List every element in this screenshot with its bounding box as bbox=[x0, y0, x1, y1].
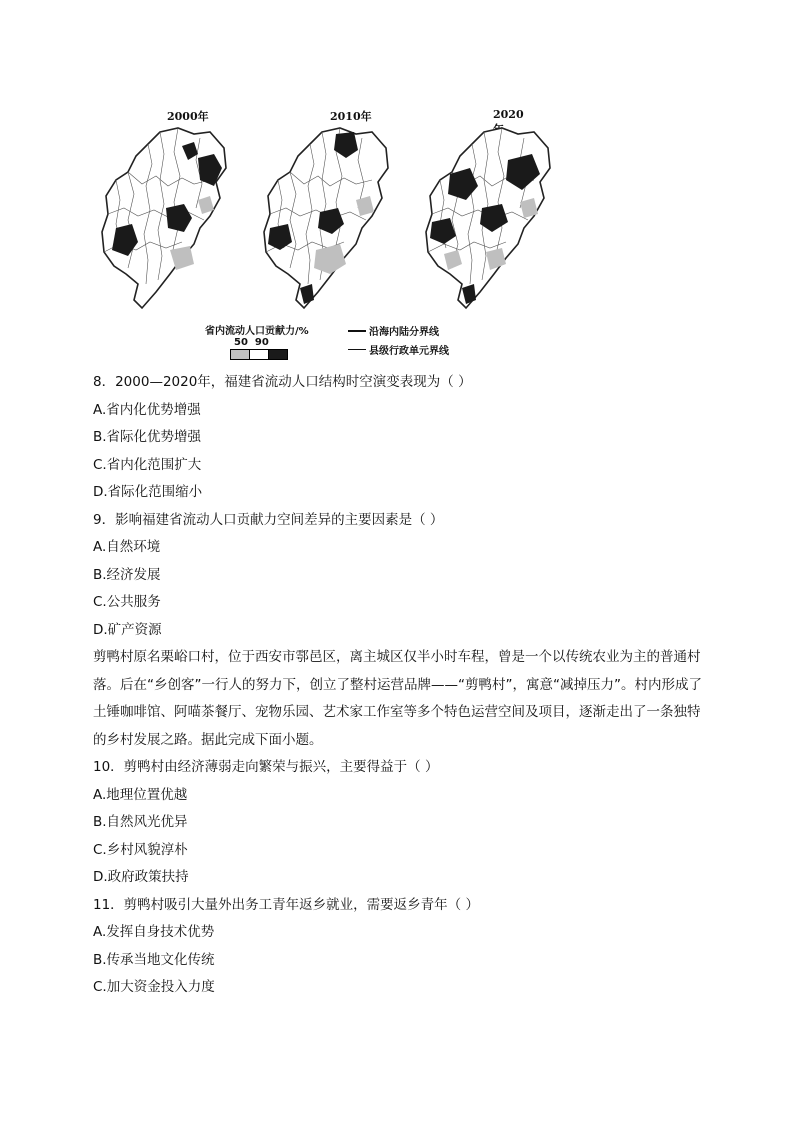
q10-option-a: A.地理位置优越 bbox=[93, 786, 188, 803]
legend-coastal-label: 沿海内陆分界线 bbox=[369, 327, 439, 338]
q8-option-d: D.省际化范围缩小 bbox=[93, 484, 203, 500]
map-figure bbox=[90, 108, 524, 370]
q8-stem: 8．2000—2020年，福建省流动人口结构时空演变表现为（ ） bbox=[93, 374, 472, 390]
map-2010 bbox=[260, 124, 390, 312]
q10-option-b: B.自然风光优异 bbox=[93, 814, 188, 830]
q9-option-c: C.公共服务 bbox=[93, 594, 161, 610]
map-title-2010: 2010年 bbox=[330, 110, 372, 123]
q11-stem: 11．剪鸭村吸引大量外出务工青年返乡就业，需要返乡青年（ ） bbox=[93, 896, 479, 913]
q11-option-b: B.传承当地文化传统 bbox=[93, 951, 215, 968]
legend-swatch-low bbox=[231, 350, 249, 359]
q9-option-b: B.经济发展 bbox=[93, 566, 161, 583]
thin-line-swatch bbox=[348, 349, 366, 350]
q10-option-c: C.乡村风貌淳朴 bbox=[93, 841, 188, 858]
map-2000 bbox=[98, 124, 228, 312]
legend-swatch-mid bbox=[249, 350, 269, 359]
thick-line-swatch bbox=[348, 330, 366, 332]
legend-title: 省内流动人口贡献力/% bbox=[205, 326, 309, 337]
q10-stem: 10．剪鸭村由经济薄弱走向繁荣与振兴，主要得益于（ ） bbox=[93, 759, 439, 775]
legend-color-bar bbox=[230, 349, 288, 360]
legend-swatch-high bbox=[269, 350, 287, 359]
map-title-2020: 2020 bbox=[493, 108, 524, 121]
q8-option-a: A.省内化优势增强 bbox=[93, 401, 201, 418]
legend-coastal-line bbox=[348, 323, 439, 338]
q9-stem: 9．影响福建省流动人口贡献力空间差异的主要因素是（ ） bbox=[93, 511, 444, 528]
legend-county-line bbox=[348, 342, 449, 357]
legend-county-label: 县级行政单元界线 bbox=[369, 346, 449, 357]
q11-option-c: C.加大资金投入力度 bbox=[93, 979, 215, 995]
q8-option-c: C.省内化范围扩大 bbox=[93, 456, 202, 473]
q11-option-a: A.发挥自身技术优势 bbox=[93, 924, 215, 940]
reading-passage: 剪鸭村原名栗峪口村，位于西安市鄠邑区，离主城区仅半小时车程，曾是一个以传统农业为主的普通村落。后在“乡创客”一行人的努力下，创立了整村运营品牌——“剪鸭村”，寓意“减掉压力”。村内形成了土锤咖啡馆、阿喵茶餐厅、宠物乐园、艺术家工作室等多个特色运营空间及项目，逐渐走出了一条独特的乡村发展之路。据此完成下面小题。 bbox=[93, 649, 702, 748]
q9-option-d: D.矿产资源 bbox=[93, 621, 162, 638]
q10-option-d: D.政府政策扶持 bbox=[93, 869, 189, 885]
map-2020 bbox=[422, 124, 552, 312]
legend-ticks: 50 90 bbox=[234, 337, 269, 348]
q9-option-a: A.自然环境 bbox=[93, 539, 161, 555]
q8-option-b: B.省际化优势增强 bbox=[93, 429, 202, 445]
question-content bbox=[93, 369, 703, 1002]
map-title-2000: 2000年 bbox=[167, 110, 209, 123]
